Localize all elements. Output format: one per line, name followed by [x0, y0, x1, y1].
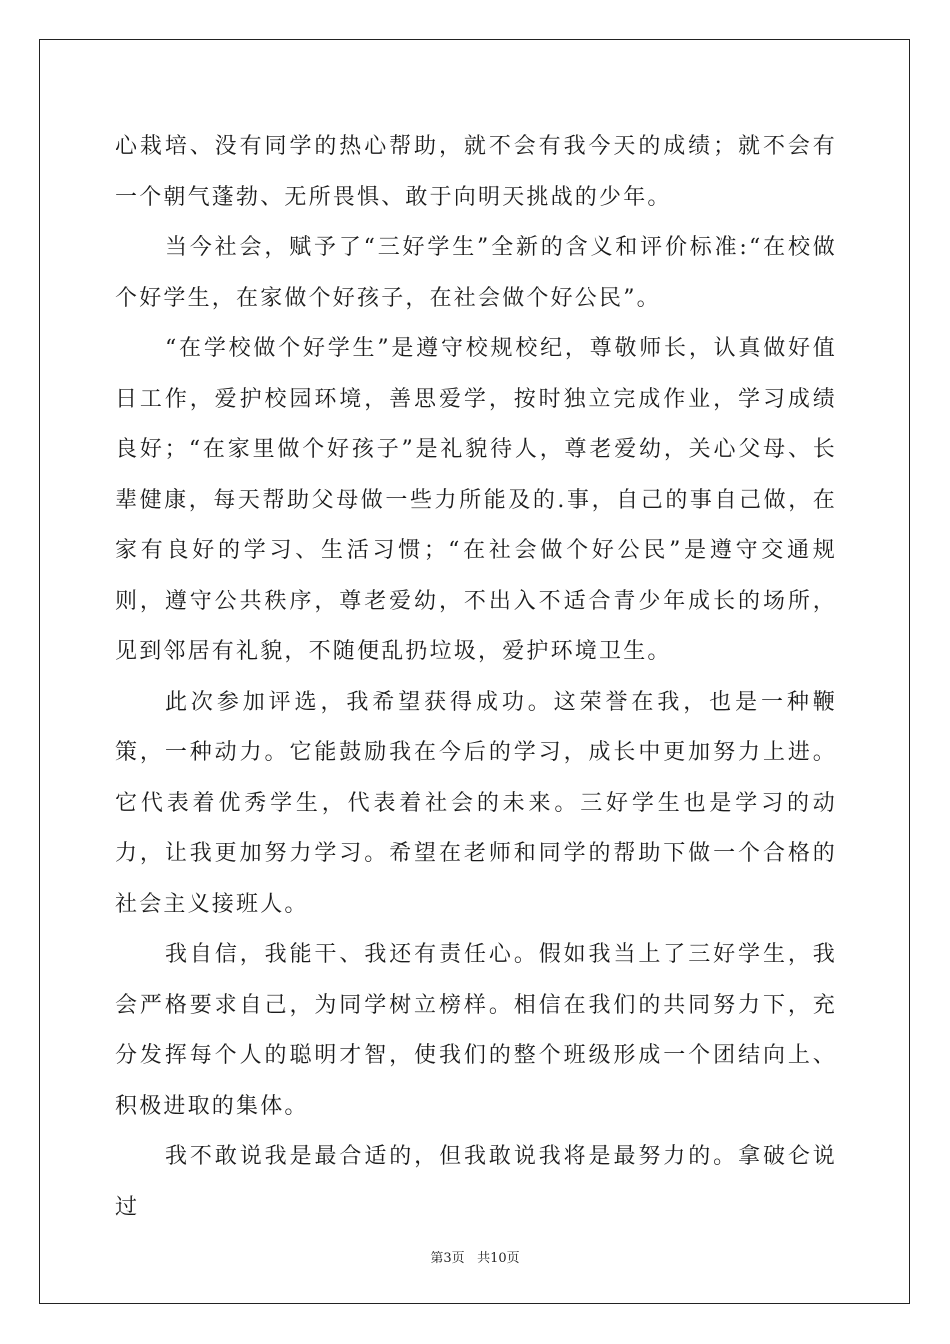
- paragraph-6: 我不敢说我是最合适的，但我敢说我将是最努力的。拿破仑说过: [115, 1144, 837, 1220]
- paragraph-2: 当今社会，赋予了“三好学生”全新的含义和评价标准:“在校做个好学生，在家做个好孩子，在社会做个好公民”。: [115, 235, 837, 311]
- paragraph-4: 此次参加评选，我希望获得成功。这荣誉在我，也是一种鞭策，一种动力。它能鼓励我在今后的学习，成长中更加努力上进。它代表着优秀学生，代表着社会的未来。三好学生也是学习的动力，让我更加努力学习。希望在老师和同学的帮助下做一个合格的社会主义接班人。: [115, 689, 837, 917]
- paragraph-1: 心栽培、没有同学的热心帮助，就不会有我今天的成绩；就不会有一个朝气蓬勃、无所畏惧、敢于向明天挑战的少年。: [115, 134, 837, 210]
- page-footer: [0, 1247, 950, 1266]
- page-number: 第3页: [430, 1251, 465, 1266]
- document-body: [115, 122, 837, 1233]
- paragraph-5: 我自信，我能干、我还有责任心。假如我当上了三好学生，我会严格要求自己，为同学树立榜样。相信在我们的共同努力下，充分发挥每个人的聪明才智，使我们的整个班级形成一个团结向上、积极进取的集体。: [115, 942, 837, 1119]
- paragraph-3: “在学校做个好学生”是遵守校规校纪，尊敬师长，认真做好值日工作，爱护校园环境，善思爱学，按时独立完成作业，学习成绩良好；“在家里做个好孩子”是礼貌待人，尊老爱幼，关心父母、长辈健康，每天帮助父母做一些力所能及的.事，自己的事自己做，在家有良好的学习、生活习惯；“在社会做个好公民”是遵守交通规则，遵守公共秩序，尊老爱幼，不出入不适合青少年成长的场所，见到邻居有礼貌，不随便乱扔垃圾，爱护环境卫生。: [115, 336, 837, 664]
- page-total: 共10页: [477, 1251, 520, 1266]
